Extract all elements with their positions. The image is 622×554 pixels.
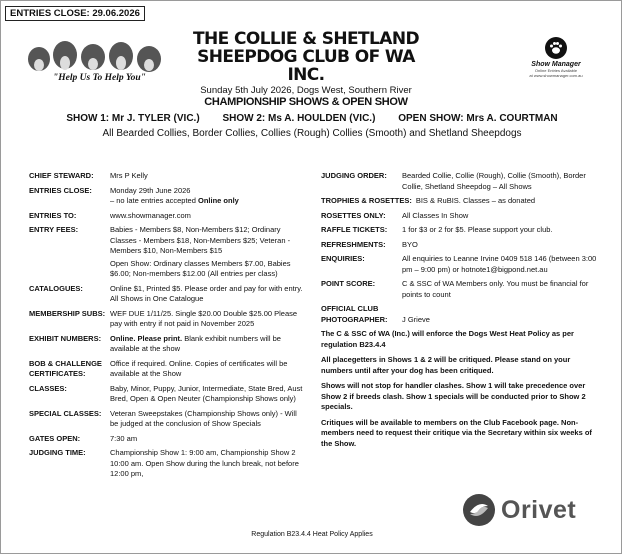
row-entry-fees xyxy=(29,225,307,280)
club-title-line2: SHEEPDOG CLUB OF WA INC. xyxy=(197,47,415,85)
label-point-score: POINT SCORE: xyxy=(321,279,376,288)
right-column xyxy=(321,171,603,454)
paw-icon xyxy=(545,37,567,59)
orivet-logo xyxy=(463,494,576,526)
value-entry-fees xyxy=(110,225,307,280)
entries-close-date: Monday 29th June 2026 xyxy=(110,185,191,195)
date-venue: Sunday 5th July 2026, Dogs West, Southern River xyxy=(200,85,412,96)
value-trophies: BIS & RuBIS. Classes – as donated xyxy=(415,196,536,205)
value-raffle: 1 for $3 or 2 for $5. Please support your club. xyxy=(402,225,553,234)
footer-regulation: Regulation B23.4.4 Heat Policy Applies xyxy=(251,531,373,538)
show-manager-name: Show Manager xyxy=(531,61,581,68)
row-classes xyxy=(29,384,307,405)
label-entries-to: ENTRIES TO: xyxy=(29,210,77,220)
note-handler-clashes: Shows will not stop for handler clashes. Show 1 will take precedence over Show 2 if breeds clash. Show 1 specials will be conducted prior to Show 2 specials. xyxy=(321,381,586,411)
row-judging-time xyxy=(29,448,307,480)
label-entry-fees: ENTRY FEES: xyxy=(29,225,79,234)
breeds-line: All Bearded Collies, Border Collies, Collies (Rough) Collies (Smooth) and Shetland Sheepdogs xyxy=(102,128,522,139)
label-refreshments: REFRESHMENTS: xyxy=(321,239,386,249)
label-official-club: OFFICIAL CLUB xyxy=(321,304,379,313)
note-critiques: All placegetters in Shows 1 & 2 will be critiqued. Please stand on your numbers until after your dog has been critiqued. xyxy=(321,355,571,375)
label-raffle: RAFFLE TICKETS: xyxy=(321,225,388,234)
value-point-score: C & SSC of WA Members only. You must be financial for points to count xyxy=(402,279,589,299)
row-rosettes-only xyxy=(321,211,603,222)
value-membership: WEF DUE 1/11/25. Single $20.00 Double $25.00 Please pay with entry if not paid in November 2025 xyxy=(110,308,298,328)
row-raffle xyxy=(321,225,603,236)
row-exhibit-numbers xyxy=(29,334,307,355)
row-photographer xyxy=(321,315,603,326)
label-exhibit-numbers: EXHIBIT NUMBERS: xyxy=(29,333,102,343)
value-enquiries: All enquiries to Leanne Irvine 0409 518 146 (between 3:00 pm – 9:00 pm) or hotnote1@bigpond.net.au xyxy=(402,254,597,274)
logo-tagline: "Help Us To Help You" xyxy=(53,73,146,83)
orivet-wordmark: Orivet xyxy=(501,495,577,524)
judge-show1: SHOW 1: Mr J. TYLER (VIC.) xyxy=(66,113,200,124)
label-catalogues: CATALOGUES: xyxy=(29,283,83,293)
value-chief-steward: Mrs P Kelly xyxy=(110,171,148,180)
label-membership: MEMBERSHIP SUBS: xyxy=(29,308,106,318)
entries-close-online: Online only xyxy=(197,196,239,205)
label-bob: BOB & CHALLENGE xyxy=(29,358,102,368)
value-certificates: available at the Show xyxy=(110,369,182,378)
value-gates-open: 7:30 am xyxy=(110,433,138,443)
label-trophies: TROPHIES & ROSETTES: xyxy=(321,196,412,205)
value-judging-order: Bearded Collie, Collie (Rough), Collie (Smooth), Border Collie, Shetland Sheepdog – All Shows xyxy=(402,171,586,191)
row-entries-close xyxy=(29,186,307,207)
row-enquiries xyxy=(321,254,603,275)
notes-block xyxy=(321,329,603,449)
entries-close-badge: ENTRIES CLOSE: 29.06.2026 xyxy=(5,6,145,21)
left-column xyxy=(29,171,307,484)
label-judging-order: JUDGING ORDER: xyxy=(321,171,387,180)
entry-fees-championship: Babies - Members $8, Non-Members $12; Ordinary Classes - Members $18, Non-Members $25; Veteran - Members $10, Non-Members $15 xyxy=(110,225,291,255)
label-gates-open: GATES OPEN: xyxy=(29,433,81,443)
label-classes: CLASSES: xyxy=(29,383,67,393)
show-type: CHAMPIONSHIP SHOWS & OPEN SHOW xyxy=(204,96,408,108)
value-entries-close xyxy=(110,186,307,207)
row-chief-steward xyxy=(29,171,307,182)
value-photographer: J Grieve xyxy=(402,314,430,324)
show-manager-line1: Online Entries Available xyxy=(534,68,578,73)
value-special-classes: Veteran Sweepstakes (Championship Shows only) - Will be judged at the conclusion of Show Specials xyxy=(110,408,297,428)
entry-fees-open: Open Show: Ordinary classes Members $7.00, Babies $6.00; Non-members $12.00 (All entries per class) xyxy=(110,258,291,278)
row-entries-to xyxy=(29,211,307,222)
value-catalogues: Online $1, Printed $5. Please order and pay for with entry. All Shows in One Catalogue xyxy=(110,283,303,303)
value-refreshments: BYO xyxy=(402,239,418,249)
note-facebook: Critiques will be available to members on the Club Facebook page. Non-members need to request their critique via the Secretary within six weeks of the Show. xyxy=(321,417,592,448)
value-classes: Baby, Minor, Puppy, Junior, Intermediate, State Bred, Aust Bred, Open & Open Neuter (Championship Shows only) xyxy=(110,383,303,403)
row-certificates xyxy=(29,369,307,380)
judge-show2: SHOW 2: Ms A. HOULDEN (VIC.) xyxy=(222,113,376,124)
label-judging-time: JUDGING TIME: xyxy=(29,448,86,457)
note-heat-policy: The C & SSC of WA (Inc.) will enforce the Dogs West Heat Policy as per regulation B23.4.4 xyxy=(321,329,574,349)
row-gates-open xyxy=(29,434,307,445)
row-bob xyxy=(29,359,307,370)
row-point-score xyxy=(321,279,603,300)
row-refreshments xyxy=(321,240,603,251)
row-judging-order xyxy=(321,171,603,192)
label-enquiries: ENQUIRIES: xyxy=(321,254,365,263)
row-membership xyxy=(29,309,307,330)
label-rosettes-only: ROSETTES ONLY: xyxy=(321,210,386,220)
label-photographer: PHOTOGRAPHER: xyxy=(321,314,388,324)
label-chief-steward: CHIEF STEWARD: xyxy=(29,171,94,180)
row-catalogues xyxy=(29,284,307,305)
label-special-classes: SPECIAL CLASSES: xyxy=(29,408,102,418)
judges-line xyxy=(1,113,622,124)
value-judging-time: Championship Show 1: 9:00 am, Championship Show 2 10:00 am. Open Show during the lunch break, not before 12:00 pm, xyxy=(110,448,299,478)
exhibit-numbers-online: Online. Please print. xyxy=(110,333,183,343)
row-official-club xyxy=(321,304,603,315)
value-exhibit-numbers xyxy=(110,334,307,355)
header xyxy=(191,31,421,108)
row-special-classes xyxy=(29,409,307,430)
orivet-icon xyxy=(463,494,495,526)
entries-close-note: – no late entries accepted xyxy=(110,196,198,205)
club-title-line1: THE COLLIE & SHETLAND xyxy=(193,29,419,49)
value-rosettes-only: All Classes In Show xyxy=(402,210,469,220)
row-trophies xyxy=(321,196,603,207)
exhibit-numbers-note: Blank exhibit numbers will be available at the show xyxy=(110,333,281,353)
show-manager-logo xyxy=(522,37,590,78)
value-bob: Office if required. Online. Copies of certificates will be xyxy=(110,358,288,368)
show-manager-line2: at www.showmanager.com.au xyxy=(529,73,583,78)
judge-open-show: OPEN SHOW: Mrs A. COURTMAN xyxy=(398,113,558,124)
value-entries-to: www.showmanager.com xyxy=(110,210,191,220)
label-certificates: CERTIFICATES: xyxy=(29,369,86,378)
label-entries-close: ENTRIES CLOSE: xyxy=(29,185,92,195)
